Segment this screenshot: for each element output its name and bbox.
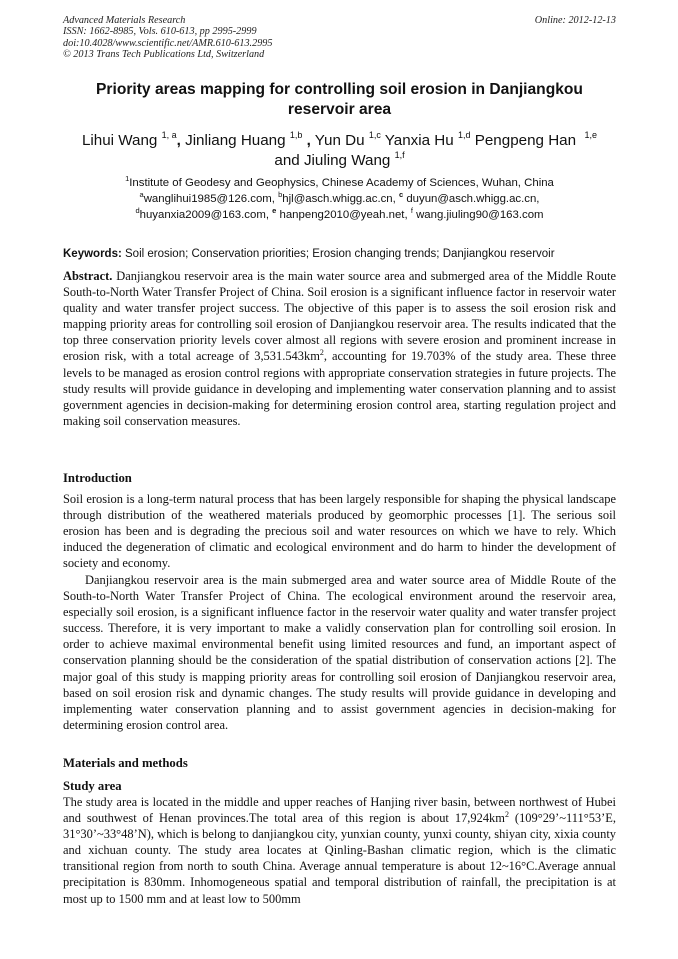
author-name: Lihui Wang bbox=[81, 132, 158, 149]
author-name: Pengpeng Han bbox=[474, 132, 577, 149]
email-address: hanpeng2010@yeah.net, bbox=[279, 209, 408, 221]
author-affil-sup: 1,d bbox=[457, 130, 471, 140]
doi-line: doi:10.4028/www.scientific.net/AMR.610-613.2995 bbox=[63, 37, 273, 49]
paper-title: Priority areas mapping for controlling soil erosion in Danjiangkou reservoir area bbox=[96, 81, 583, 118]
email-address: wang.jiuling90@163.com bbox=[416, 209, 544, 221]
introduction-heading: Introduction bbox=[63, 471, 132, 485]
email-address: duyun@asch.whigg.ac.cn, bbox=[406, 193, 540, 205]
author-list: Lihui Wang $^{1, a}$, Jinliang Huang $^{1,b}$ , Yun Du $^{1,c}$ Yanxia Hu $^{1,d}$ Pengpeng Han $^{1,e}$ and Jiuling Wang $^{1,f}$ bbox=[81, 130, 598, 169]
online-date: Online: 2012-12-13 bbox=[534, 15, 616, 26]
intro-paragraph-1: Soil erosion is a long-term natural process that has been largely responsible for shaping the physical landscape through distribution of the weathered materials produced by geomorphic processes [1]. The serious soil erosion has been and is degrading the precious soil and water resources on which we have to rely. Which induced the degeneration of climatic and ecological environment and do harm to hinder the development of society and economy. bbox=[63, 492, 616, 571]
email-address: hjl@asch.whigg.ac.cn, bbox=[282, 193, 396, 205]
author-name: Jinliang Huang bbox=[185, 132, 286, 149]
author-affil-sup: 1,b bbox=[289, 130, 303, 140]
email-line-2: $^d$huyanxia2009@163.com, $^e$ hanpeng2010@yeah.net, $^f$ wang.jiuling90@163.com bbox=[135, 206, 544, 221]
email-address: huyanxia2009@163.com, bbox=[139, 209, 269, 221]
abstract-paragraph: Abstract. Danjiangkou reservoir area is the main water source area and submerged area of the Middle Route South-to-North Water Transfer Project of China. Soil erosion is a significant influence factor in reservoir water quality and water transfer project success. The objective of this paper is to assess the soil erosion risk and mapping priority areas for controlling soil erosion of Danjiangkou reservoir area. The results indicated that the top three conservation priority levels cover almost all regions with severe erosion and prominent increase in erosion risk, with a total acreage of $3,531.543km^2$, accounting for 19.703% of the study area. These three levels to be managed as erosion control regions with appropriate conservation strategies in future projects. The study results will provide guidance in developing and implementing water conservation planning and to assist government agencies in decision-making for determining erosion control area, starting regulation project and making soil conservation measures. bbox=[63, 269, 617, 428]
author-affil-sup: 1, a bbox=[161, 130, 177, 140]
institution-name: Institute of Geodesy and Geophysics, Chinese Academy of Sciences, Wuhan, China bbox=[129, 177, 554, 189]
institution-line: $^1$Institute of Geodesy and Geophysics, Chinese Academy of Sciences, Wuhan, China bbox=[125, 174, 554, 189]
copyright-line: © 2013 Trans Tech Publications Ltd, Switzerland bbox=[63, 48, 265, 60]
journal-header bbox=[63, 15, 616, 60]
email-address: wanglihui1985@126.com, bbox=[143, 193, 275, 205]
issn-line: ISSN: 1662-8985, Vols. 610-613, pp 2995-2999 bbox=[63, 26, 257, 38]
author-name: Yun Du bbox=[314, 132, 365, 149]
abstract-label: Abstract. bbox=[63, 269, 113, 283]
study-area-paragraph: The study area is located in the middle and upper reaches of Hanjing river basin, between northwest of Hubei and southwest of Henan provinces.The total area of this region is about $17,924km^2$ (109°29’~111°53’E, 31°30’~33°48’N), which is belong to danjiangkou city, yunxian county, yunxi county, shiyan city, xixia county and xichuan county. The study area locates at Qinling-Bashan climatic region, which is the climatic transitional region from north to south China. Average annual temperature is about 12~16°C.Average annual precipitation is 830mm. Inhomogeneous spatial and temporal distribution of rainfall, the precipitation is at most up to 1500 mm and at least low to 500mm bbox=[63, 795, 616, 906]
author-affil-sup: 1,f bbox=[394, 150, 405, 160]
keywords-label: Keywords: bbox=[63, 248, 122, 260]
keywords-text: Soil erosion; Conservation priorities; Erosion changing trends; Danjiangkou reservoir bbox=[125, 248, 555, 260]
author-affil-sup: 1,c bbox=[368, 130, 381, 140]
methods-heading: Materials and methods bbox=[63, 756, 188, 770]
keywords-line bbox=[63, 247, 623, 261]
journal-name: Advanced Materials Research bbox=[63, 15, 186, 26]
intro-paragraph-2: Danjiangkou reservoir area is the main submerged area and water source area of Middle Route of the South-to-North Water Transfer Project of China. The ecological environment around the reservoir area, especially soil erosion, is a significant influence factor in the reservoir water quality and water transfer project success. Therefore, it is very important to make a validly conservation plan for controlling soil erosion. In order to achieve maximal environmental benefit using limited resources and fund, an important aspect of conservation planning should be the consideration of the spatial distribution of conservation actions [2]. The major goal of this study is mapping priority areas for controlling soil erosion of Danjiangkou reservoir area, based on soil erosion risk and dynamic changes. The study results will provide guidance in developing and implementing water conservation planning and to assist government agencies in decision-making for determining erosion control area. bbox=[63, 573, 616, 732]
author-name: Yanxia Hu bbox=[384, 132, 454, 149]
author-name: and Jiuling Wang bbox=[274, 152, 391, 169]
author-affil-sup: 1,e bbox=[584, 130, 598, 140]
study-area-subheading: Study area bbox=[63, 779, 122, 793]
affiliation-block bbox=[63, 175, 616, 223]
email-line-1: $^a$wanglihui1985@126.com, $^b$hjl@asch.whigg.ac.cn, $^c$ duyun@asch.whigg.ac.cn, bbox=[139, 190, 540, 205]
